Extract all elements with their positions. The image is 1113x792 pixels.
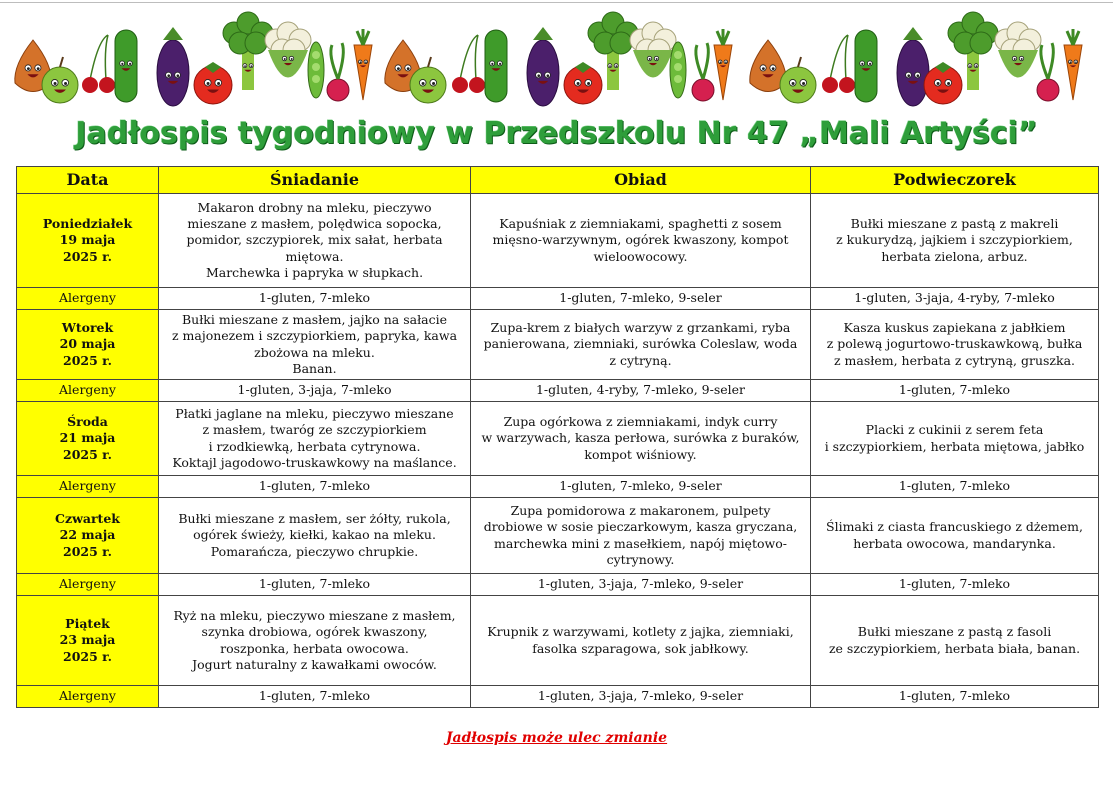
lunch-line: Krupnik z warzywami, kotlety z jajka, ziemniaki, <box>487 624 794 640</box>
breakfast-line: Marchewka i papryka w słupkach. <box>205 264 424 280</box>
breakfast-line: Ryż na mleku, pieczywo mieszane z masłem, <box>173 607 456 623</box>
cherry-icon <box>822 35 855 93</box>
breakfast-line: mieszane z masłem, polędwica sopocka, <box>187 216 442 232</box>
eggplant-icon <box>897 27 929 106</box>
lunch-line: Zupa-krem z białych warzyw z grzankami, ryba <box>490 320 791 336</box>
breakfast-line: pomidor, szczypiorek, mix sałat, herbata <box>186 232 443 248</box>
day-year: 2025 r. <box>63 248 112 264</box>
carrot-icon <box>714 29 732 100</box>
day-cell <box>17 402 159 476</box>
snack-line: Placki z cukinii z serem feta <box>865 422 1044 438</box>
lunch-line: wieloowocowy. <box>593 248 688 264</box>
day-cell <box>17 596 159 686</box>
lunch-line: cytrynowy. <box>606 551 675 567</box>
cauli-icon <box>265 22 311 78</box>
day-cell <box>17 498 159 574</box>
header-snack: Podwieczorek <box>811 167 1099 194</box>
allergens-lunch: 1-gluten, 7-mleko, 9-seler <box>471 288 811 310</box>
carrot-icon <box>354 29 372 100</box>
snack-line: herbata owocowa, mandarynka. <box>853 535 1056 551</box>
vegetable-banner <box>8 10 1108 115</box>
day-name: Poniedziałek <box>42 216 133 232</box>
snack-line: Bułki mieszane z pastą z fasoli <box>857 624 1052 640</box>
breakfast-line: Bułki mieszane z masłem, jajko na sałacie <box>181 311 447 327</box>
breakfast-line: roszponka, herbata owocowa. <box>220 640 409 656</box>
tomato-icon <box>194 62 232 104</box>
lunch-cell <box>471 498 811 574</box>
eggplant-icon <box>157 27 189 106</box>
radish-icon <box>692 43 714 101</box>
allergens-breakfast: 1-gluten, 7-mleko <box>159 476 471 498</box>
vegetable-illustrations <box>15 12 1082 106</box>
allergens-lunch: 1-gluten, 3-jaja, 7-mleko, 9-seler <box>471 686 811 708</box>
allergen-label: Alergeny <box>17 380 159 402</box>
cauli-icon <box>995 22 1041 78</box>
cucumber-icon <box>115 30 137 102</box>
day-date: 20 maja <box>59 336 116 352</box>
allergens-breakfast: 1-gluten, 7-mleko <box>159 686 471 708</box>
allergen-label: Alergeny <box>17 476 159 498</box>
lunch-line: Zupa pomidorowa z makaronem, pulpety <box>510 502 771 518</box>
allergens-breakfast: 1-gluten, 7-mleko <box>159 288 471 310</box>
pea-icon <box>670 42 686 98</box>
allergen-label: Alergeny <box>17 288 159 310</box>
snack-cell <box>811 596 1099 686</box>
menu-body <box>17 194 1099 708</box>
allergens-snack: 1-gluten, 7-mleko <box>811 476 1099 498</box>
day-name: Wtorek <box>61 320 114 336</box>
allergens-snack: 1-gluten, 7-mleko <box>811 380 1099 402</box>
breakfast-cell <box>159 402 471 476</box>
breakfast-line: Jogurt naturalny z kawałkami owoców. <box>192 656 437 672</box>
snack-line: z polewą jogurtowo-truskawkową, bułka <box>826 336 1083 352</box>
allergen-row <box>17 288 1099 310</box>
lunch-cell <box>471 194 811 288</box>
allergens-snack: 1-gluten, 3-jaja, 4-ryby, 7-mleko <box>811 288 1099 310</box>
breakfast-cell <box>159 596 471 686</box>
lunch-cell <box>471 596 811 686</box>
day-cell <box>17 310 159 380</box>
lunch-cell <box>471 310 811 380</box>
tomato-icon <box>924 62 962 104</box>
day-date: 22 maja <box>59 527 116 543</box>
snack-line: herbata zielona, arbuz. <box>881 248 1028 264</box>
breakfast-line: ogórek świeży, kiełki, kakao na mleku. <box>193 527 436 543</box>
day-name: Czwartek <box>55 511 120 527</box>
allergens-breakfast: 1-gluten, 3-jaja, 7-mleko <box>159 380 471 402</box>
day-date: 19 maja <box>59 232 116 248</box>
header-lunch: Obiad <box>471 167 811 194</box>
lunch-line: Zupa ogórkowa z ziemniakami, indyk curry <box>503 414 778 430</box>
lunch-line: Kapuśniak z ziemniakami, spaghetti z sosem <box>499 216 782 232</box>
lunch-line: panierowana, ziemniaki, surówka Coleslaw, woda <box>483 336 798 352</box>
lunch-line: marchewka mini z masełkiem, napój miętowo- <box>494 535 787 551</box>
allergen-row <box>17 380 1099 402</box>
allergens-snack: 1-gluten, 7-mleko <box>811 574 1099 596</box>
weekly-menu-table <box>16 166 1099 708</box>
breakfast-line: Banan. <box>292 360 337 376</box>
breakfast-line: z masłem, twaróg ze szczypiorkiem <box>202 422 427 438</box>
breakfast-cell <box>159 194 471 288</box>
breakfast-line: i rzodkiewką, herbata cytrynowa. <box>208 438 421 454</box>
eggplant-icon <box>527 27 559 106</box>
carrot-icon <box>1064 29 1082 100</box>
lunch-line: drobiowe w sosie pieczarkowym, kasza gryczana, <box>483 519 798 535</box>
footer-note: Jadłospis może ulec zmianie <box>445 730 668 746</box>
lunch-line: mięsno-warzywnym, ogórek kwaszony, kompot <box>492 232 789 248</box>
cucumber-icon <box>485 30 507 102</box>
cherry-icon <box>82 35 115 93</box>
breakfast-line: Makaron drobny na mleku, pieczywo <box>197 199 432 215</box>
day-year: 2025 r. <box>63 352 112 368</box>
top-border-line <box>0 2 1113 3</box>
day-date: 21 maja <box>59 430 116 446</box>
breakfast-line: Bułki mieszane z masłem, ser żółty, rukola, <box>178 511 451 527</box>
allergens-breakfast: 1-gluten, 7-mleko <box>159 574 471 596</box>
breakfast-line: miętowa. <box>285 248 344 264</box>
day-year: 2025 r. <box>63 648 112 664</box>
pea-icon <box>308 42 324 98</box>
cauli-icon <box>630 22 676 78</box>
snack-cell <box>811 402 1099 476</box>
snack-cell <box>811 194 1099 288</box>
lunch-line: fasolka szparagowa, sok jabłkowy. <box>532 640 749 656</box>
lunch-line: w warzywach, kasza perłowa, surówka z buraków, <box>481 430 800 446</box>
allergens-lunch: 1-gluten, 4-ryby, 7-mleko, 9-seler <box>471 380 811 402</box>
lunch-line: z cytryną. <box>609 352 672 368</box>
allergens-lunch: 1-gluten, 7-mleko, 9-seler <box>471 476 811 498</box>
day-row <box>17 310 1099 380</box>
breakfast-line: szynka drobiowa, ogórek kwaszony, <box>201 624 428 640</box>
day-name: Piątek <box>65 616 110 632</box>
day-name: Środa <box>67 414 108 430</box>
header-breakfast: Śniadanie <box>159 167 471 194</box>
day-year: 2025 r. <box>63 543 112 559</box>
breakfast-cell <box>159 310 471 380</box>
breakfast-line: Pomarańcza, pieczywo chrupkie. <box>210 543 419 559</box>
day-row <box>17 596 1099 686</box>
allergen-label: Alergeny <box>17 686 159 708</box>
lunch-line: kompot wiśniowy. <box>584 446 697 462</box>
day-row <box>17 498 1099 574</box>
snack-cell <box>811 498 1099 574</box>
day-row <box>17 194 1099 288</box>
allergens-snack: 1-gluten, 7-mleko <box>811 686 1099 708</box>
snack-cell <box>811 310 1099 380</box>
snack-line: Ślimaki z ciasta francuskiego z dżemem, <box>826 519 1083 535</box>
header-date: Data <box>17 167 159 194</box>
cucumber-icon <box>855 30 877 102</box>
table-header-row <box>17 167 1099 194</box>
page-title: Jadłospis tygodniowy w Przedszkolu Nr 47 „Mali Artyści” <box>75 116 1038 151</box>
breakfast-line: zbożowa na mleku. <box>254 344 375 360</box>
cherry-icon <box>452 35 485 93</box>
day-year: 2025 r. <box>63 446 112 462</box>
breakfast-line: z majonezem i szczypiorkiem, papryka, kawa <box>171 328 458 344</box>
radish-icon <box>1037 43 1059 101</box>
breakfast-line: Płatki jaglane na mleku, pieczywo mieszane <box>175 405 454 421</box>
breakfast-line: Koktajl jagodowo-truskawkowy na maślance. <box>172 454 457 470</box>
allergen-row <box>17 476 1099 498</box>
snack-line: z kukurydzą, jajkiem i szczypiorkiem, <box>836 232 1073 248</box>
snack-line: Kasza kuskus zapiekana z jabłkiem <box>843 320 1066 336</box>
day-cell <box>17 194 159 288</box>
allergen-row <box>17 574 1099 596</box>
apple-icon <box>780 57 816 103</box>
radish-icon <box>327 43 349 101</box>
day-row <box>17 402 1099 476</box>
snack-line: Bułki mieszane z pastą z makreli <box>850 216 1059 232</box>
day-date: 23 maja <box>59 632 116 648</box>
allergen-row <box>17 686 1099 708</box>
snack-line: ze szczypiorkiem, herbata biała, banan. <box>828 640 1081 656</box>
snack-line: z masłem, herbata z cytryną, gruszka. <box>833 352 1075 368</box>
tomato-icon <box>564 62 602 104</box>
lunch-cell <box>471 402 811 476</box>
breakfast-cell <box>159 498 471 574</box>
allergens-lunch: 1-gluten, 3-jaja, 7-mleko, 9-seler <box>471 574 811 596</box>
allergen-label: Alergeny <box>17 574 159 596</box>
snack-line: i szczypiorkiem, herbata miętowa, jabłko <box>824 438 1085 454</box>
